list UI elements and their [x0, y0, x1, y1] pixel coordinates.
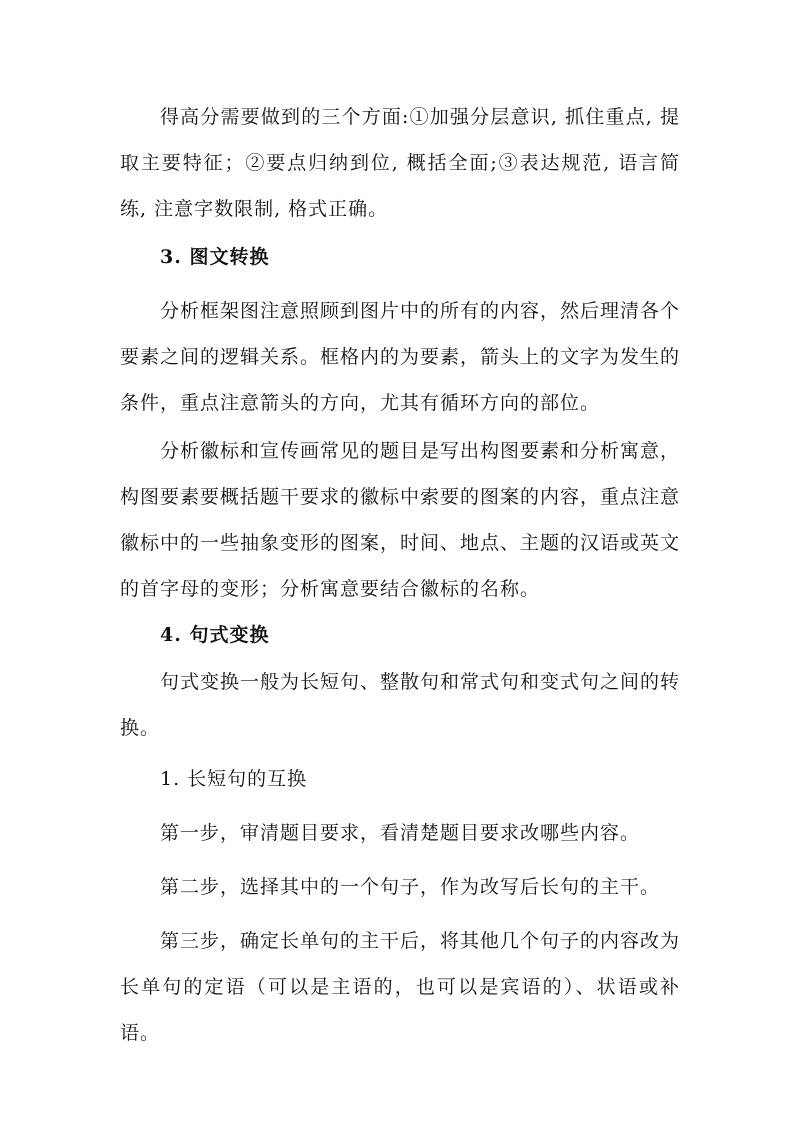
paragraph-step-three: 第三步，确定长单句的主干后，将其他几个句子的内容改为长单句的定语（可以是主语的，也可以是宾语的）、状语或补语。 — [120, 930, 681, 1044]
paragraph-scoring-tips: 得高分需要做到的三个方面:①加强分层意识, 抓住重点, 提取主要特征；②要点归纳到位, 概括全面;③表达规范, 语言简练, 注意字数限制, 格式正确。 — [120, 106, 680, 220]
paragraph-sentence-transformation: 句式变换一般为长短句、整散句和常式句和变式句之间的转换。 — [120, 671, 681, 739]
heading-image-text-conversion: 3. 图文转换 — [160, 246, 270, 268]
subheading-long-short-sentence: 1. 长短句的互换 — [160, 768, 308, 790]
paragraph-step-one: 第一步，审清题目要求，看清楚题目要求改哪些内容。 — [160, 822, 641, 844]
heading-sentence-transformation: 4. 句式变换 — [160, 624, 270, 646]
paragraph-step-two: 第二步，选择其中的一个句子，作为改写后长句的主干。 — [160, 876, 661, 898]
paragraph-emblem-poster: 分析徽标和宣传画常见的题目是写出构图要素和分析寓意，构图要素要概括题干要求的徽标中索要的图案的内容，重点注意徽标中的一些抽象变形的图案，时间、地点、主题的汉语或英文的首字母的变形；分析寓意要结合徽标的名称。 — [120, 440, 681, 600]
paragraph-framework-diagram: 分析框架图注意照顾到图片中的所有的内容，然后理清各个要素之间的逻辑关系。框格内的为要素，箭头上的文字为发生的条件，重点注意箭头的方向，尤其有循环方向的部位。 — [120, 300, 681, 414]
